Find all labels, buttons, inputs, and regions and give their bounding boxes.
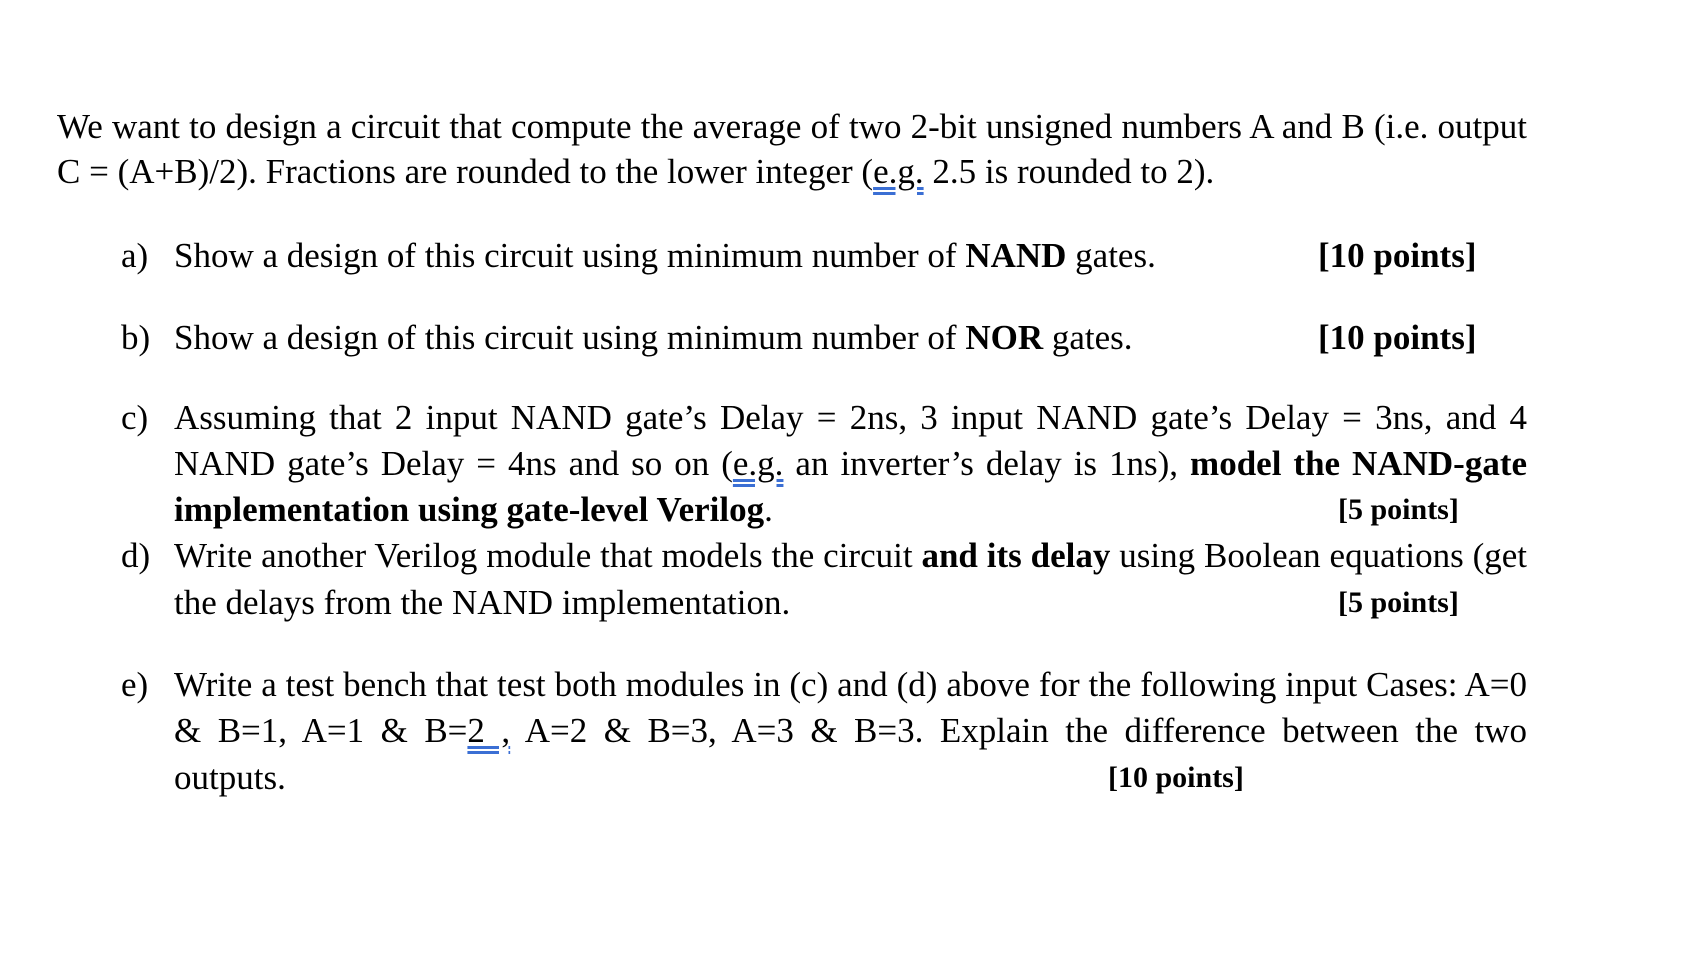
- item-c-line-3-bold: implementation using gate-level Verilog: [174, 490, 765, 529]
- intro-line-2: [57, 149, 1214, 195]
- item-c-line-2-bold: model the NAND-gate: [1190, 444, 1527, 483]
- spellcheck-eg-2: e.g.: [732, 444, 784, 483]
- item-e-points: [10 points]: [1108, 761, 1244, 794]
- item-d-line-1-pre: Write another Verilog module that models the circuit: [174, 536, 922, 575]
- item-e-label: e): [121, 665, 149, 704]
- item-c-line-2: [174, 441, 1527, 487]
- item-b-bold: NOR: [965, 318, 1044, 357]
- item-a-post: gates.: [1066, 236, 1156, 275]
- item-d-points: [5 points]: [1338, 586, 1459, 619]
- item-e-line-2-post: A=2 & B=3, A=3 & B=3. Explain the difference between the two: [524, 711, 1527, 750]
- item-c-line-3: [174, 487, 773, 533]
- item-a-text: [174, 233, 1156, 279]
- item-b-pre: Show a design of this circuit using minimum number of: [174, 318, 966, 357]
- spellcheck-eg: e.g.: [873, 152, 924, 191]
- item-b-label: b): [121, 318, 151, 357]
- item-b-post: gates.: [1043, 318, 1133, 357]
- item-a-bold: NAND: [965, 236, 1067, 275]
- item-a-pre: Show a design of this circuit using minimum number of: [174, 236, 966, 275]
- spellcheck-2: 2 ,: [467, 711, 511, 750]
- item-d-line-1-bold: and its delay: [921, 536, 1111, 575]
- intro-line-1: We want to design a circuit that compute the average of two 2-bit unsigned numbers A and B (i.e. output: [57, 107, 1527, 146]
- item-b-points: [10 points]: [1318, 318, 1477, 357]
- item-c-line-1: Assuming that 2 input NAND gate’s Delay = 2ns, 3 input NAND gate’s Delay = 3ns, and 4: [174, 398, 1527, 437]
- item-e-line-3: outputs.: [174, 758, 286, 797]
- intro-line-2-end: 2.5 is rounded to 2).: [923, 152, 1215, 191]
- item-e-line-1: Write a test bench that test both modules in (c) and (d) above for the following input Cases: A=0: [174, 665, 1527, 704]
- item-c-label: c): [121, 398, 149, 437]
- item-a-label: a): [121, 236, 149, 275]
- item-a-points: [10 points]: [1318, 236, 1477, 275]
- item-d-label: d): [121, 536, 151, 575]
- item-d-line-1-post: using Boolean equations (get: [1110, 536, 1527, 575]
- intro-line-2-text: C = (A+B)/2). Fractions are rounded to the lower integer (: [57, 152, 874, 191]
- item-e-line-2-pre: & B=1, A=1 & B=: [174, 711, 468, 750]
- item-c-line-2-mid: an inverter’s delay is 1ns),: [783, 444, 1191, 483]
- item-c-points: [5 points]: [1338, 493, 1459, 526]
- item-c-line-3-post: .: [764, 490, 773, 529]
- item-d-line-2: the delays from the NAND implementation.: [174, 583, 791, 622]
- item-b-text: [174, 315, 1133, 361]
- item-d-line-1: [174, 533, 1527, 579]
- item-e-line-2: [174, 708, 1527, 754]
- item-c-line-2-pre: NAND gate’s Delay = 4ns and so on (: [174, 444, 733, 483]
